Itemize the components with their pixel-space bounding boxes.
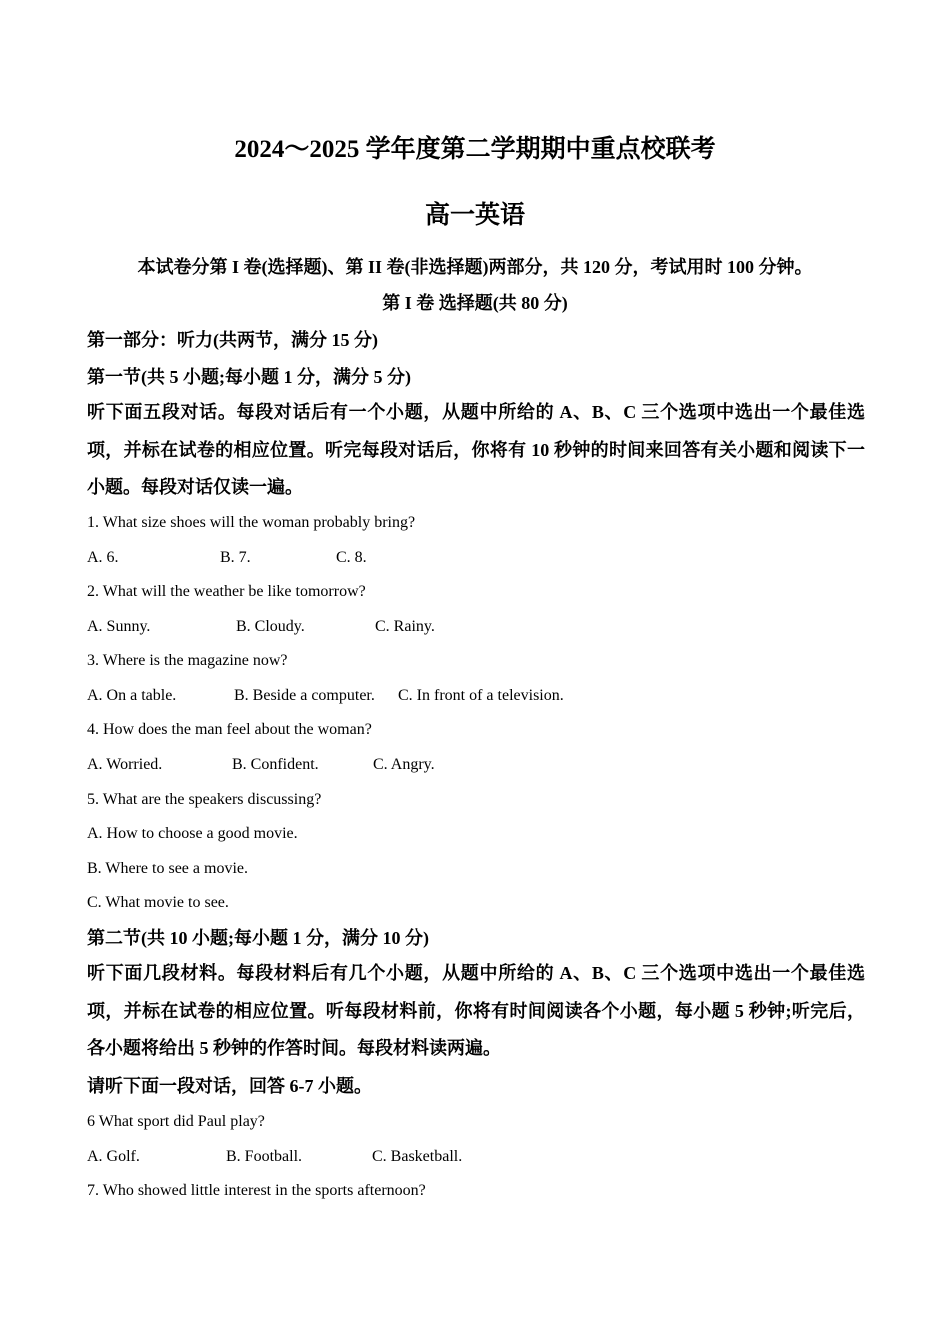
exam-title: 2024～2025 学年度第二学期期中重点校联考 [234,136,716,163]
question-5-option-a: A. How to choose a good movie. [87,825,298,842]
section2-instruction: 听下面几段材料。每段材料后有几个小题，从题中所给的 A、B、C 三个选项中选出一个最佳选项，并标在试卷的相应位置。听每段材料前，你将有时间阅读各个小题，每小题 5 秒钟;听完后，各小题将给出 5 秒钟的作答时间。每段材料读两遍。 [87,963,865,1058]
question-5-option-c: C. What movie to see. [87,894,229,911]
subject-title: 高一英语 [424,202,525,229]
question-3-option-b: B. Beside a computer. [234,687,375,704]
section2-title: 第二节(共 10 小题;每小题 1 分，满分 10 分) [87,928,429,948]
question-6-option-b: B. Football. [226,1148,303,1165]
question-3-option-a: A. On a table. [87,687,177,704]
question-2-stem: 2. What will the weather be like tomorrow? [87,583,366,600]
question-3-stem: 3. Where is the magazine now? [87,652,288,669]
question-1-stem: 1. What size shoes will the woman probably bring? [87,514,416,531]
section1-instruction: 听下面五段对话。每段对话后有一个小题，从题中所给的 A、B、C 三个选项中选出一个最佳选项，并标在试卷的相应位置。听完每段对话后，你将有 10 秒钟的时间来回答有关小题和阅读下一小题。每段对话仅读一遍。 [87,402,865,497]
question-7-stem: 7. Who showed little interest in the sports afternoon? [87,1182,426,1199]
question-6-option-a: A. Golf. [87,1148,140,1165]
question-4-option-a: A. Worried. [87,756,163,773]
question-1-option-a: A. 6. [87,549,119,566]
section1-title: 第一节(共 5 小题;每小题 1 分，满分 5 分) [87,367,411,387]
part1-title: 第一部分：听力(共两节，满分 15 分) [87,330,378,350]
question-6-option-c: C. Basketball. [372,1148,463,1165]
question-6-stem: 6 What sport did Paul play? [87,1113,265,1130]
question-2-option-c: C. Rainy. [375,618,435,635]
question-4-stem: 4. How does the man feel about the woman? [87,721,372,738]
question-1-option-b: B. 7. [220,549,251,566]
volume-title: 第 I 卷 选择题(共 80 分) [382,293,568,313]
question-5-stem: 5. What are the speakers discussing? [87,791,322,808]
question-4-option-b: B. Confident. [232,756,319,773]
section2-prompt: 请听下面一段对话，回答 6-7 小题。 [87,1076,372,1096]
question-4-option-c: C. Angry. [373,756,435,773]
question-3-option-c: C. In front of a television. [398,687,564,704]
exam-note: 本试卷分第 I 卷(选择题)、第 II 卷(非选择题)两部分，共 120 分，考试用时 100 分钟。 [137,257,813,277]
question-2-option-a: A. Sunny. [87,618,151,635]
question-1-option-c: C. 8. [336,549,367,566]
question-2-option-b: B. Cloudy. [236,618,305,635]
question-5-option-b: B. Where to see a movie. [87,860,248,877]
